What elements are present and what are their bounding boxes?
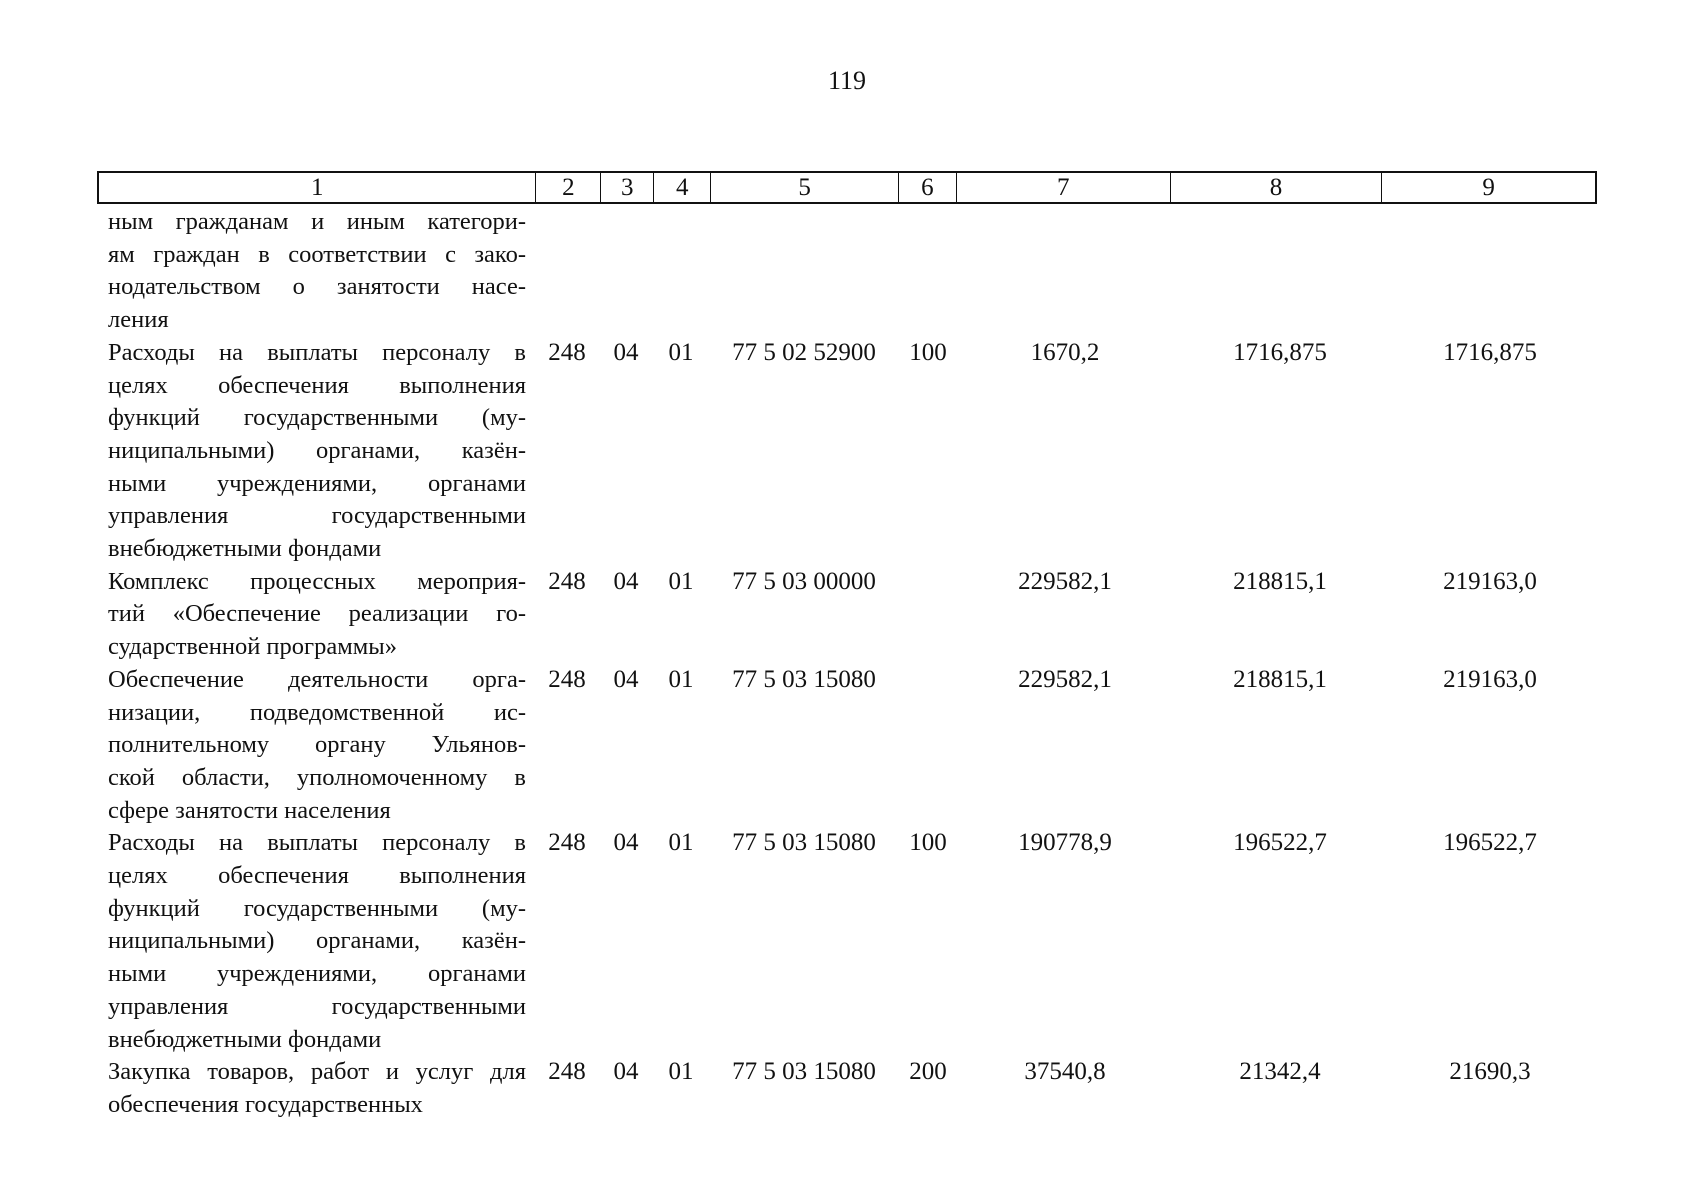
cell-col-5: 77 5 03 00000 [732,567,876,595]
cell-col-7: 1670,2 [1030,338,1100,366]
description-line: Расходы на выплаты персоналу в [108,829,526,857]
cell-col-4: 01 [668,829,694,857]
description-line: ниципальными) органами, казён- [108,927,526,955]
header-cell-4: 4 [654,173,711,202]
cell-col-9: 21690,3 [1449,1058,1531,1086]
cell-col-5: 77 5 03 15080 [732,829,876,857]
cell-col-6: 100 [909,338,947,366]
header-cell-2: 2 [536,173,601,202]
cell-col-6: 100 [909,829,947,857]
row-description [108,566,526,664]
header-cell-6: 6 [899,173,957,202]
cell-col-9: 1716,875 [1443,338,1537,366]
cell-col-2: 248 [548,338,586,366]
cell-col-4: 01 [668,338,694,366]
description-line: Расходы на выплаты персоналу в [108,338,526,366]
description-line: Комплекс процессных мероприя- [108,567,526,595]
description-line: ления [108,306,169,334]
description-line: целях обеспечения выполнения [108,862,526,889]
page-number-text: 119 [827,66,867,95]
cell-col-8: 218815,1 [1233,567,1327,595]
cell-col-3: 04 [613,829,639,857]
row-description [108,337,526,566]
description-line: сфере занятости населения [108,796,391,824]
header-cell-9: 9 [1482,174,1495,201]
table-header-row [97,171,1597,204]
description-line: ям граждан в соответствии с зако- [108,240,526,268]
cell-col-4: 01 [668,1058,694,1086]
row-description [108,1056,526,1121]
cell-col-9: 219163,0 [1443,567,1537,595]
description-line: обеспечения государственных [108,1090,423,1118]
cell-col-4: 01 [668,567,694,595]
description-line: сударственной программы» [108,633,397,661]
cell-col-3: 04 [613,1058,639,1086]
cell-col-8: 1716,875 [1233,338,1327,366]
row-description [108,827,526,1056]
description-line: функций государственными (му- [108,894,526,922]
header-cell-1: 1 [99,173,536,202]
cell-col-2: 248 [548,665,586,693]
cell-col-3: 04 [613,338,639,366]
cell-col-7: 37540,8 [1024,1058,1106,1086]
cell-col-3: 04 [613,665,639,693]
cell-col-8: 196522,7 [1233,829,1327,857]
description-line: ным гражданам и иным категори- [108,208,526,235]
description-line: ными учреждениями, органами [108,469,526,497]
cell-col-9: 196522,7 [1443,829,1537,857]
description-line: ными учреждениями, органами [108,960,526,988]
cell-col-6: 200 [909,1058,947,1086]
description-line: управления государственными [108,992,526,1020]
header-cell-7: 7 [957,173,1171,202]
cell-col-3: 04 [613,567,639,595]
description-line: внебюджетными фондами [108,535,382,563]
cell-col-2: 248 [548,567,586,595]
cell-col-2: 248 [548,829,586,857]
description-line: целях обеспечения выполнения [108,371,526,399]
description-line: Обеспечение деятельности орга- [108,665,526,693]
page-number [0,66,1698,96]
cell-col-5: 77 5 02 52900 [732,338,876,366]
description-line: функций государственными (му- [108,404,526,432]
cell-col-5: 77 5 03 15080 [732,1058,876,1086]
description-line: полнительному органу Ульянов- [108,731,526,759]
header-cell-5: 5 [711,173,899,202]
cell-col-4: 01 [668,665,694,693]
cell-col-7: 229582,1 [1018,567,1112,595]
row-description [108,664,526,828]
description-line: внебюджетными фондами [108,1025,382,1053]
cell-col-7: 229582,1 [1018,665,1112,693]
cell-col-2: 248 [548,1058,586,1086]
description-line: низации, подведомственной ис- [108,698,526,726]
cell-col-5: 77 5 03 15080 [732,665,876,693]
description-line: управления государственными [108,502,526,530]
cell-col-8: 218815,1 [1233,665,1327,693]
description-line: ской области, уполномоченному в [108,763,526,791]
header-cell-3: 3 [601,173,654,202]
cell-col-8: 21342,4 [1239,1058,1321,1086]
row-description [108,206,526,337]
description-line: Закупка товаров, работ и услуг для [108,1058,526,1086]
cell-col-9: 219163,0 [1443,665,1537,693]
cell-col-7: 190778,9 [1018,829,1112,857]
description-line: ниципальными) органами, казён- [108,436,526,464]
description-line: нодательством о занятости насе- [108,273,526,301]
description-line: тий «Обеспечение реализации го- [108,600,526,628]
header-cell-8: 8 [1171,173,1383,202]
